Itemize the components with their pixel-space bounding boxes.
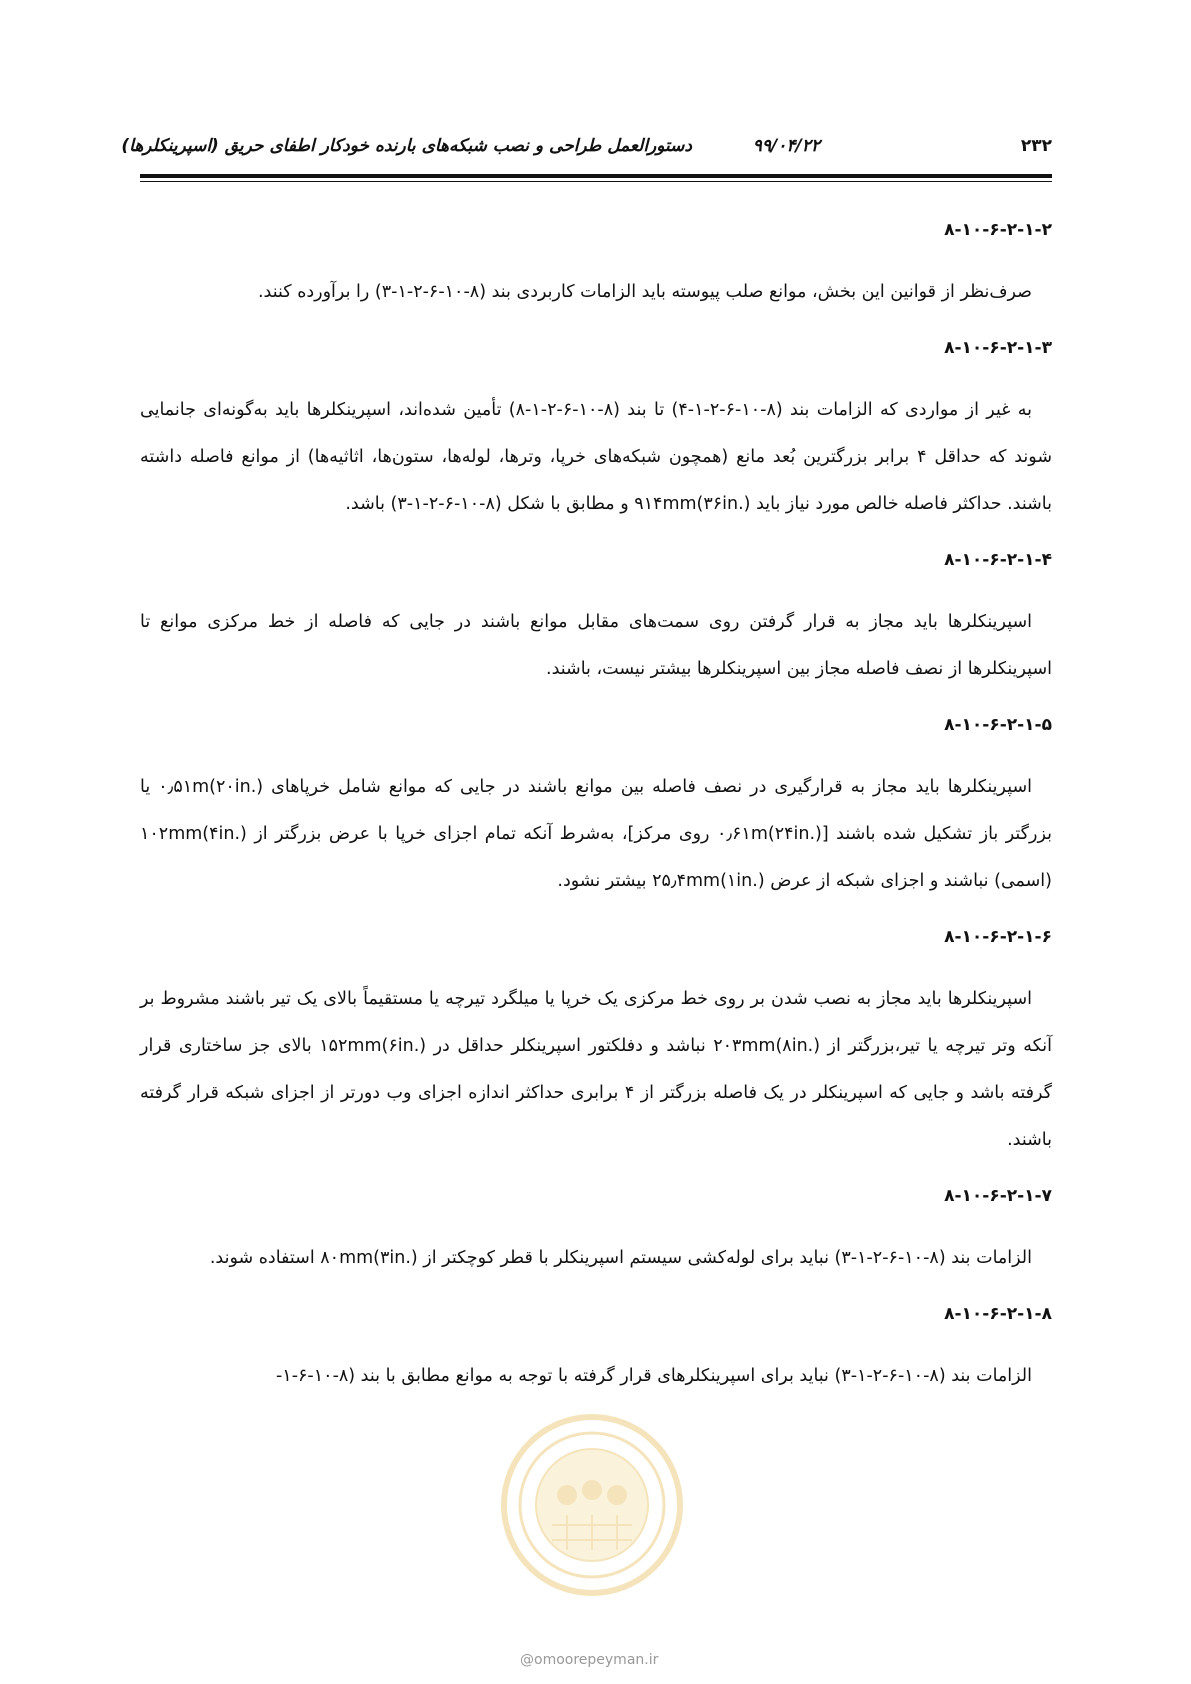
section-number: ۸-۱۰-۶-۲-۱-۸ [944, 1304, 1052, 1324]
header-rule-thin [140, 181, 1052, 182]
section [140, 927, 1052, 1164]
section [140, 338, 1052, 528]
watermark-site: @omoorepeyman.ir [520, 1652, 659, 1668]
header-rule-thick [140, 174, 1052, 178]
section-paragraph: اسپرینکلرها باید مجاز به قرارگیری در نصف فاصله بین موانع باشند در جایی که موانع شامل خرپاهای ۰٫۵۱m(۲۰in.) یا بزرگتر باز تشکیل شده باشند [۰٫۶۱m(۲۴in.) روی مرکز]، به‌شرط آنکه تمام اجزای خرپا با عرض بزرگتر از ۱۰۲mm(۴in.) (اسمی) نباشند و اجزای شبکه از عرض ۲۵٫۴mm(۱in.) بیشتر نشود. [140, 777, 1052, 891]
page-number: ۲۳۲ [1020, 136, 1052, 156]
section-paragraph: الزامات بند (۸-۱۰-۶-۲-۱-۳) نباید برای اسپرینکلرهای قرار گرفته با توجه به موانع مطابق با بند (۸-۱۰-۶-۱- [275, 1366, 1032, 1386]
section-paragraph: صرف‌نظر از قوانین این بخش، موانع صلب پیوسته باید الزامات کاربردی بند (۸-۱۰-۶-۲-۱-۳) را برآورده کنند. [257, 282, 1032, 302]
section [140, 220, 1052, 316]
section-paragraph: الزامات بند (۸-۱۰-۶-۲-۱-۳) نباید برای لوله‌کشی سیستم اسپرینکلر با قطر کوچکتر از ۸۰mm(۳in.) استفاده شوند. [209, 1248, 1032, 1268]
section [140, 715, 1052, 905]
section [140, 1304, 1052, 1400]
section-number: ۸-۱۰-۶-۲-۱-۲ [944, 220, 1052, 240]
section-number: ۸-۱۰-۶-۲-۱-۳ [944, 338, 1052, 358]
section [140, 1186, 1052, 1282]
watermark-seal-icon [497, 1410, 687, 1600]
header-title: دستورالعمل طراحی و نصب شبکه‌های بارنده خودکار اطفای حریق (اسپرینکلرها) [121, 136, 692, 156]
section-paragraph: اسپرینکلرها باید مجاز به قرار گرفتن روی سمت‌های مقابل موانع باشند در جایی که فاصله از خط مرکزی موانع تا اسپرینکلرها از نصف فاصله مجاز بین اسپرینکلرها بیشتر نیست، باشند. [140, 612, 1052, 679]
page-header [121, 132, 1052, 162]
section [140, 550, 1052, 693]
document-body [140, 205, 1052, 1422]
section-paragraph: به غیر از مواردی که الزامات بند (۸-۱۰-۶-۲-۱-۴) تا بند (۸-۱۰-۶-۲-۱-۸) تأمین شده‌اند، اسپرینکلرها باید به‌گونه‌ای جانمایی شوند که حداقل ۴ برابر بزرگترین بُعد مانع (همچون شبکه‌های خرپا، وترها، لوله‌ها، ستون‌ها، اثاثیه‌ها) از موانع فاصله داشته باشند. حداکثر فاصله خالص مورد نیاز باید ۹۱۴mm(۳۶in.) و مطابق با شکل (۸-۱۰-۶-۲-۱-۳) باشد. [140, 400, 1052, 514]
section-number: ۸-۱۰-۶-۲-۱-۶ [944, 927, 1052, 947]
section-number: ۸-۱۰-۶-۲-۱-۷ [944, 1186, 1052, 1206]
section-number: ۸-۱۰-۶-۲-۱-۵ [944, 715, 1052, 735]
section-number: ۸-۱۰-۶-۲-۱-۴ [944, 550, 1052, 570]
header-date: ۹۹/۰۴/۲۲ [752, 136, 820, 156]
section-paragraph: اسپرینکلرها باید مجاز به نصب شدن بر روی خط مرکزی یک خرپا یا میلگرد تیرچه یا مستقیماً بالای یک تیر باشند مشروط بر آنکه وتر تیرچه یا تیر،بزرگتر از ۲۰۳mm(۸in.) نباشد و دفلکتور اسپرینکلر حداقل در ۱۵۲mm(۶in.) بالای جز ساختاری قرار گرفته باشد و جایی که اسپرینکلر در یک فاصله بزرگتر از ۴ برابری حداکثر اندازه اجزای وب دورتر از اجزای شبکه قرار گرفته باشند. [140, 989, 1052, 1150]
